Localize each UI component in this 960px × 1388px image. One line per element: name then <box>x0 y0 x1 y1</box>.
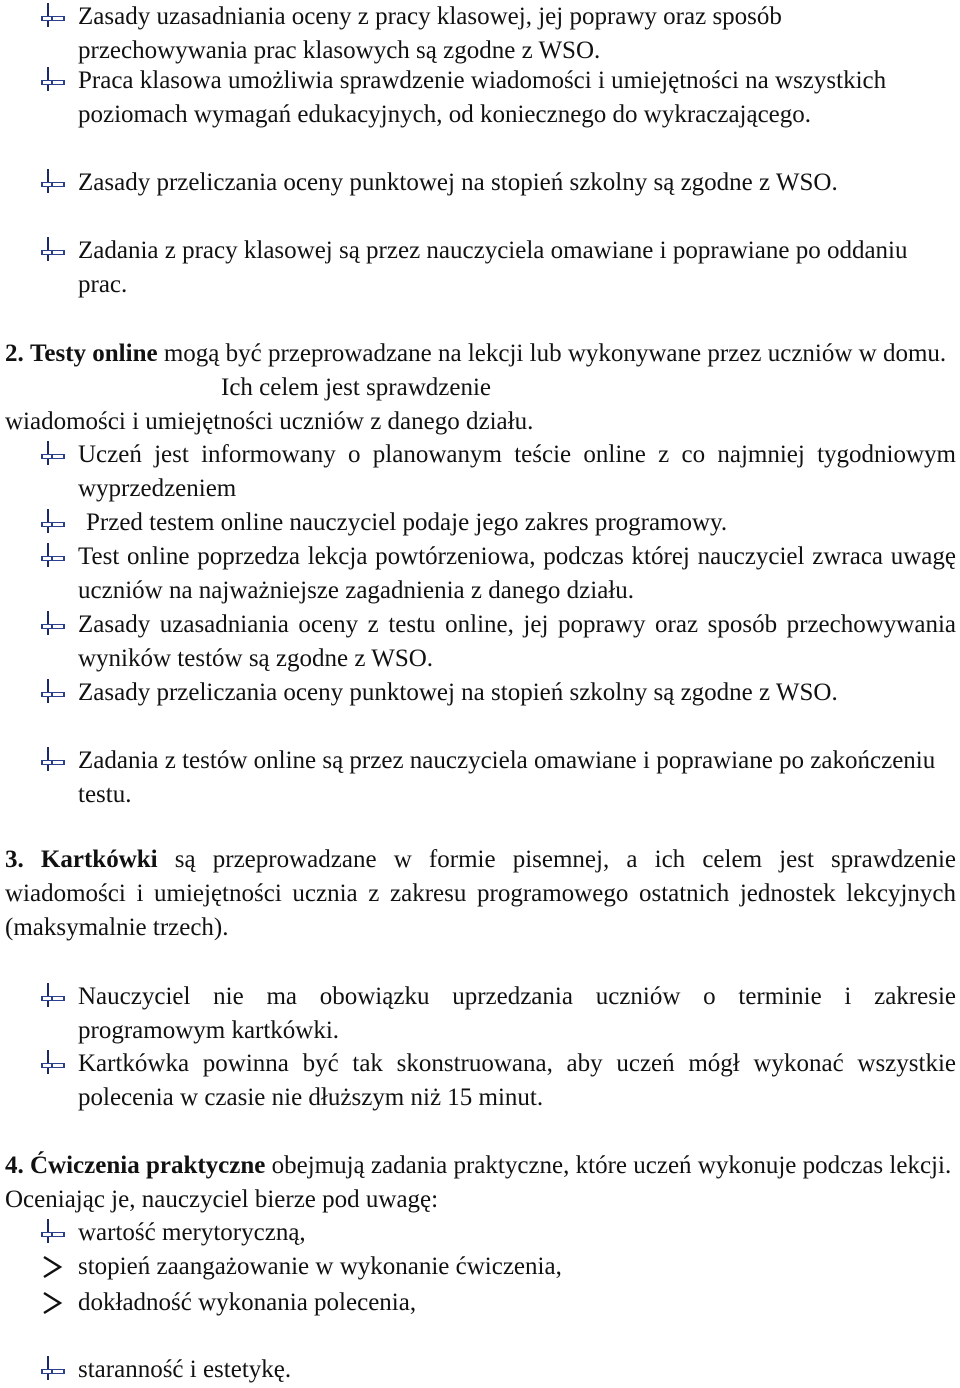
list-item-text: Zadania z testów online są przez nauczyciela omawiane i poprawiane po zakończeniu testu. <box>78 747 936 808</box>
pin-icon <box>40 1049 66 1075</box>
list-item-text: Praca klasowa umożliwia sprawdzenie wiadomości i umiejętności na wszystkich poziomach wymagań edukacyjnych, od koniecznego do wykraczającego. <box>78 67 887 128</box>
list-item-text: Kartkówka powinna być tak skonstruowana, aby uczeń mógł wykonać wszystkie polecenia w czasie nie dłuższym niż 15 minut. <box>78 1050 956 1111</box>
list-item-text: Nauczyciel nie ma obowiązku uprzedzania uczniów o terminie i zakresie programowym kartkówki. <box>78 983 956 1044</box>
arrow-icon <box>40 1254 64 1280</box>
section-number: 3. <box>5 846 24 873</box>
list-item-text: Zasady przeliczania oceny punktowej na stopień szkolny są zgodne z WSO. <box>78 679 838 706</box>
pin-icon <box>40 66 66 92</box>
section-text: mogą być przeprowadzane na lekcji lub wykonywane przez uczniów w domu. <box>157 340 947 367</box>
list-item-text: Zasady uzasadniania oceny z testu online, jej poprawy oraz sposób przechowywania wyników testów są zgodne z WSO. <box>78 611 956 672</box>
section-text: obejmują zadania praktyczne, które uczeń wykonuje podczas lekcji. Oceniając je, nauczyciel bierze pod uwagę: <box>5 1152 952 1213</box>
section-2-line-3: wiadomości i umiejętności uczniów z danego działu. <box>5 408 534 435</box>
list-item-text: Uczeń jest informowany o planowanym teście online z co najmniej tygodniowym wyprzedzeniem <box>78 441 956 502</box>
list-item-text: Zadania z pracy klasowej są przez nauczyciela omawiane i poprawiane po oddaniu prac. <box>78 237 908 298</box>
section-4-intro <box>5 1149 956 1217</box>
section-number: 2. <box>5 340 24 367</box>
list-item-text: Zasady przeliczania oceny punktowej na stopień szkolny są zgodne z WSO. <box>78 169 838 196</box>
pin-icon <box>40 168 66 194</box>
pin-icon <box>40 982 66 1008</box>
pin-icon <box>40 678 66 704</box>
list-item-text: wartość merytoryczną, <box>78 1219 306 1246</box>
pin-icon <box>40 542 66 568</box>
arrow-icon <box>40 1290 64 1316</box>
pin-icon <box>40 440 66 466</box>
section-text: są przeprowadzane w formie pisemnej, a ich celem jest sprawdzenie wiadomości i umiejętności ucznia z zakresu programowego ostatnich jednostek lekcyjnych (maksymalnie trzech). <box>5 846 956 941</box>
section-3-intro <box>5 843 956 945</box>
list-item-text: stopień zaangażowanie w wykonanie ćwiczenia, <box>78 1253 562 1280</box>
section-heading: Kartkówki <box>40 846 158 873</box>
pin-icon <box>40 508 66 534</box>
list-item-text: staranność i estetykę. <box>78 1356 292 1383</box>
section-heading: Testy online <box>30 340 158 367</box>
section-2-line-2: Ich celem jest sprawdzenie <box>221 374 492 401</box>
pin-icon <box>40 1355 66 1381</box>
list-item-text: Przed testem online nauczyciel podaje jego zakres programowy. <box>86 509 728 536</box>
list-item-text: dokładność wykonania polecenia, <box>78 1289 417 1316</box>
list-item-text: Test online poprzedza lekcja powtórzeniowa, podczas której nauczyciel zwraca uwagę uczniów na najważniejsze zagadnienia z danego działu. <box>78 543 956 604</box>
section-2-intro <box>5 337 956 371</box>
list-item-text: Zasady uzasadniania oceny z pracy klasowej, jej poprawy oraz sposób przechowywania prac klasowych są zgodne z WSO. <box>78 3 782 64</box>
pin-icon <box>40 1218 66 1244</box>
section-heading: Ćwiczenia praktyczne <box>30 1152 266 1179</box>
pin-icon <box>40 2 66 28</box>
section-number: 4. <box>5 1152 24 1179</box>
pin-icon <box>40 236 66 262</box>
pin-icon <box>40 746 66 772</box>
pin-icon <box>40 610 66 636</box>
